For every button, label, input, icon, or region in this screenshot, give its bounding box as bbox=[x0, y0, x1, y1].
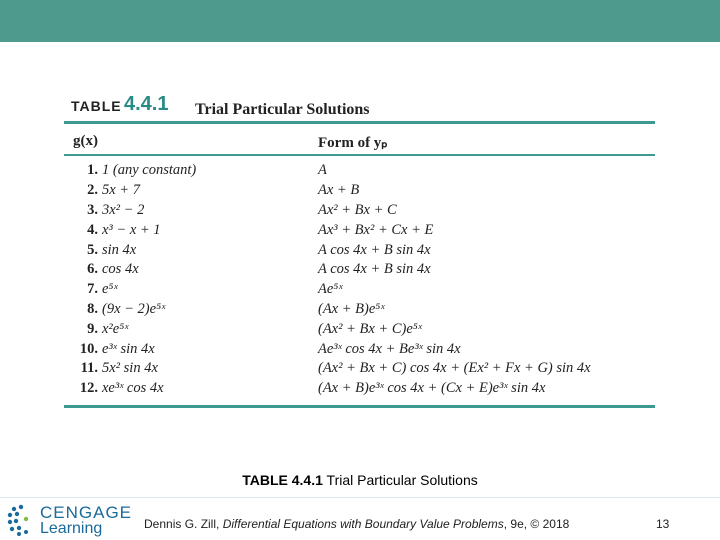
column-header-g: g(x) bbox=[73, 133, 98, 149]
table-row bbox=[72, 319, 652, 339]
page-number: 13 bbox=[656, 517, 670, 531]
table-row bbox=[72, 339, 652, 359]
caption-text: Trial Particular Solutions bbox=[326, 472, 478, 488]
table-number: 4.4.1 bbox=[124, 93, 169, 115]
row-g-of-x: x²e⁵ˣ bbox=[102, 320, 129, 337]
row-form-of-yp: Ae⁵ˣ bbox=[318, 281, 343, 298]
row-g-of-x: x³ − x + 1 bbox=[102, 221, 161, 238]
row-number: 5. bbox=[87, 241, 98, 258]
row-number: 8. bbox=[87, 300, 98, 317]
row-g-of-x: 1 (any constant) bbox=[102, 162, 197, 179]
table-bottom-rule bbox=[64, 405, 655, 408]
caption-label: TABLE 4.4.1 bbox=[242, 472, 323, 488]
row-form-of-yp: Ax² + Bx + C bbox=[318, 201, 397, 218]
row-form-of-yp: Ae³ˣ cos 4x + Be³ˣ sin 4x bbox=[318, 340, 461, 357]
row-form-of-yp: (Ax² + Bx + C) cos 4x + (Ex² + Fx + G) sin 4x bbox=[318, 360, 591, 377]
row-number: 10. bbox=[79, 340, 98, 357]
row-form-of-yp: (Ax + B)e⁵ˣ bbox=[318, 300, 385, 317]
row-form-of-yp: A cos 4x + B sin 4x bbox=[318, 261, 431, 278]
table-row bbox=[72, 359, 652, 379]
table-row bbox=[72, 379, 652, 399]
table-row bbox=[72, 161, 652, 181]
footer-divider bbox=[0, 497, 720, 498]
row-number: 3. bbox=[87, 201, 98, 218]
table-row bbox=[72, 240, 652, 260]
row-g-of-x: sin 4x bbox=[102, 241, 137, 258]
row-form-of-yp: (Ax² + Bx + C)e⁵ˣ bbox=[318, 320, 422, 337]
table-row bbox=[72, 280, 652, 300]
logo-wordmark-learning: Learning bbox=[40, 520, 103, 537]
row-form-of-yp: Ax + B bbox=[318, 182, 360, 199]
row-g-of-x: 3x² − 2 bbox=[102, 201, 145, 218]
slide-caption bbox=[0, 472, 720, 488]
row-g-of-x: 5x + 7 bbox=[102, 182, 140, 199]
top-banner bbox=[0, 0, 720, 42]
table-row bbox=[72, 201, 652, 221]
row-g-of-x: e³ˣ sin 4x bbox=[102, 340, 155, 357]
footer-citation bbox=[144, 517, 569, 531]
row-number: 12. bbox=[79, 380, 98, 397]
citation-edition: , 9e, © 2018 bbox=[503, 517, 570, 531]
row-number: 6. bbox=[87, 261, 98, 278]
table-row bbox=[72, 181, 652, 201]
table-row bbox=[72, 220, 652, 240]
table-title: Trial Particular Solutions bbox=[195, 101, 370, 118]
logo-wordmark-cengage: CENGAGE bbox=[40, 503, 133, 522]
row-number: 1. bbox=[87, 162, 98, 179]
row-number: 7. bbox=[87, 281, 98, 298]
row-form-of-yp: A bbox=[318, 162, 327, 179]
table-top-rule bbox=[64, 121, 655, 124]
table-label: TABLE bbox=[71, 98, 122, 114]
row-g-of-x: xe³ˣ cos 4x bbox=[102, 380, 164, 397]
row-number: 2. bbox=[87, 182, 98, 199]
row-form-of-yp: (Ax + B)e³ˣ cos 4x + (Cx + E)e³ˣ sin 4x bbox=[318, 380, 546, 397]
row-number: 11. bbox=[80, 360, 98, 377]
table-header-rule bbox=[64, 154, 655, 156]
row-number: 9. bbox=[87, 320, 98, 337]
row-form-of-yp: Ax³ + Bx² + Cx + E bbox=[318, 221, 434, 238]
table-body bbox=[72, 161, 652, 399]
cengage-logo-icon bbox=[6, 503, 36, 537]
row-g-of-x: cos 4x bbox=[102, 261, 139, 278]
row-g-of-x: (9x − 2)e⁵ˣ bbox=[102, 300, 166, 317]
row-g-of-x: 5x² sin 4x bbox=[102, 360, 158, 377]
row-number: 4. bbox=[87, 221, 98, 238]
column-header-yp: Form of yₚ bbox=[318, 135, 388, 151]
row-form-of-yp: A cos 4x + B sin 4x bbox=[318, 241, 431, 258]
table-row bbox=[72, 260, 652, 280]
citation-title: Differential Equations with Boundary Value Problems bbox=[222, 517, 504, 531]
citation-author: Dennis G. Zill, bbox=[144, 517, 223, 531]
row-g-of-x: e⁵ˣ bbox=[102, 281, 118, 298]
table-row bbox=[72, 300, 652, 320]
